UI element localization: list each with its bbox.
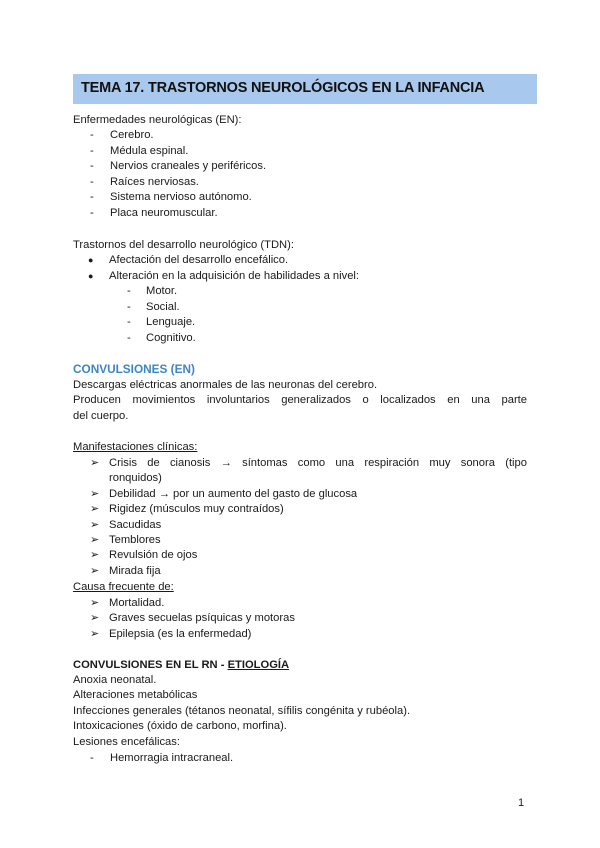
convulsiones-line2a: Producen movimientos involuntarios generalizados o localizados en una parte xyxy=(73,394,527,406)
en-list-item: Raíces nerviosas. xyxy=(110,175,199,188)
rn-line-item: Infecciones generales (tétanos neonatal, sífilis congénita y rubéola). xyxy=(73,704,411,717)
causa-marker: ➢ xyxy=(90,627,100,640)
rn-heading xyxy=(73,658,289,673)
rn-sub-item: Hemorragia intracraneal. xyxy=(110,752,234,764)
tdn-bullet-marker: ● xyxy=(88,270,94,281)
causa-item: Epilepsia (es la enfermedad) xyxy=(109,627,252,640)
manifestacion-marker: ➢ xyxy=(90,457,100,469)
tdn-sub-marker: - xyxy=(127,285,131,297)
rn-line-item: Lesiones encefálicas: xyxy=(73,735,180,748)
en-list-marker: - xyxy=(90,207,94,219)
convulsiones-heading: CONVULSIONES (EN) xyxy=(73,362,195,376)
causa-label: Causa frecuente de: xyxy=(73,581,174,593)
rn-line-item: Alteraciones metabólicas xyxy=(73,689,198,702)
convulsiones-line2b: del cuerpo. xyxy=(73,410,129,422)
tdn-bullet-item: Afectación del desarrollo encefálico. xyxy=(109,254,289,266)
en-list-item: Nervios craneales y periféricos. xyxy=(110,160,267,173)
page-title: TEMA 17. TRASTORNOS NEUROLÓGICOS EN LA INFANCIA xyxy=(81,80,485,96)
tdn-sub-item: Cognitivo. xyxy=(146,331,196,344)
causa-marker: ➢ xyxy=(90,612,100,625)
manifestacion-item: ronquidos) xyxy=(109,472,162,485)
manifestacion-marker: ➢ xyxy=(90,564,100,577)
rn-heading-prefix: CONVULSIONES EN EL RN - xyxy=(73,659,228,671)
tdn-sub-marker: - xyxy=(127,316,131,329)
title-banner xyxy=(73,74,537,104)
causa-marker: ➢ xyxy=(90,597,100,609)
manifestacion-item: Crisis de cianosis → síntomas como una respiración muy sonora (tipo xyxy=(109,457,527,469)
manifestacion-item: Debilidad → por un aumento del gasto de glucosa xyxy=(109,487,358,500)
en-list-marker: - xyxy=(90,129,94,141)
manifestacion-marker: ➢ xyxy=(90,534,100,546)
manifestacion-marker: ➢ xyxy=(90,503,100,516)
manifestacion-marker: ➢ xyxy=(90,487,100,500)
en-intro: Enfermedades neurológicas (EN): xyxy=(73,114,242,126)
tdn-sub-item: Motor. xyxy=(146,285,178,297)
causa-item: Graves secuelas psíquicas y motoras xyxy=(109,612,295,625)
en-list-item: Cerebro. xyxy=(110,129,154,141)
manifestaciones-label: Manifestaciones clínicas: xyxy=(73,441,198,453)
en-list-marker: - xyxy=(90,144,94,157)
en-list-marker: - xyxy=(90,191,94,204)
tdn-sub-marker: - xyxy=(127,331,131,344)
tdn-intro: Trastornos del desarrollo neurológico (TDN): xyxy=(73,239,294,251)
manifestacion-item: Sacudidas xyxy=(109,518,162,531)
en-list-item: Médula espinal. xyxy=(110,144,189,157)
page-number: 1 xyxy=(518,797,525,809)
rn-sub-marker: - xyxy=(90,752,94,764)
en-list-item: Sistema nervioso autónomo. xyxy=(110,191,252,204)
tdn-bullet-marker: ● xyxy=(88,255,94,265)
manifestacion-item: Rigidez (músculos muy contraídos) xyxy=(109,503,284,516)
manifestacion-marker: ➢ xyxy=(90,518,100,531)
manifestacion-item: Revulsión de ojos xyxy=(109,549,198,562)
convulsiones-line1: Descargas eléctricas anormales de las neuronas del cerebro. xyxy=(73,379,378,391)
manifestacion-item: Mirada fija xyxy=(109,564,161,577)
tdn-bullet-item: Alteración en la adquisición de habilidades a nivel: xyxy=(109,269,360,282)
tdn-sub-item: Social. xyxy=(146,300,180,313)
manifestacion-marker: ➢ xyxy=(90,549,100,562)
en-list-marker: - xyxy=(90,160,94,173)
rn-line-item: Intoxicaciones (óxido de carbono, morfina). xyxy=(73,720,287,733)
tdn-sub-marker: - xyxy=(127,300,131,313)
manifestacion-item: Temblores xyxy=(109,534,161,546)
rn-heading-etiologia: ETIOLOGÍA xyxy=(227,659,290,671)
en-list-marker: - xyxy=(90,175,94,188)
rn-line-item: Anoxia neonatal. xyxy=(73,674,157,686)
en-list-item: Placa neuromuscular. xyxy=(110,207,218,219)
causa-item: Mortalidad. xyxy=(109,597,165,609)
tdn-sub-item: Lenguaje. xyxy=(146,316,196,329)
